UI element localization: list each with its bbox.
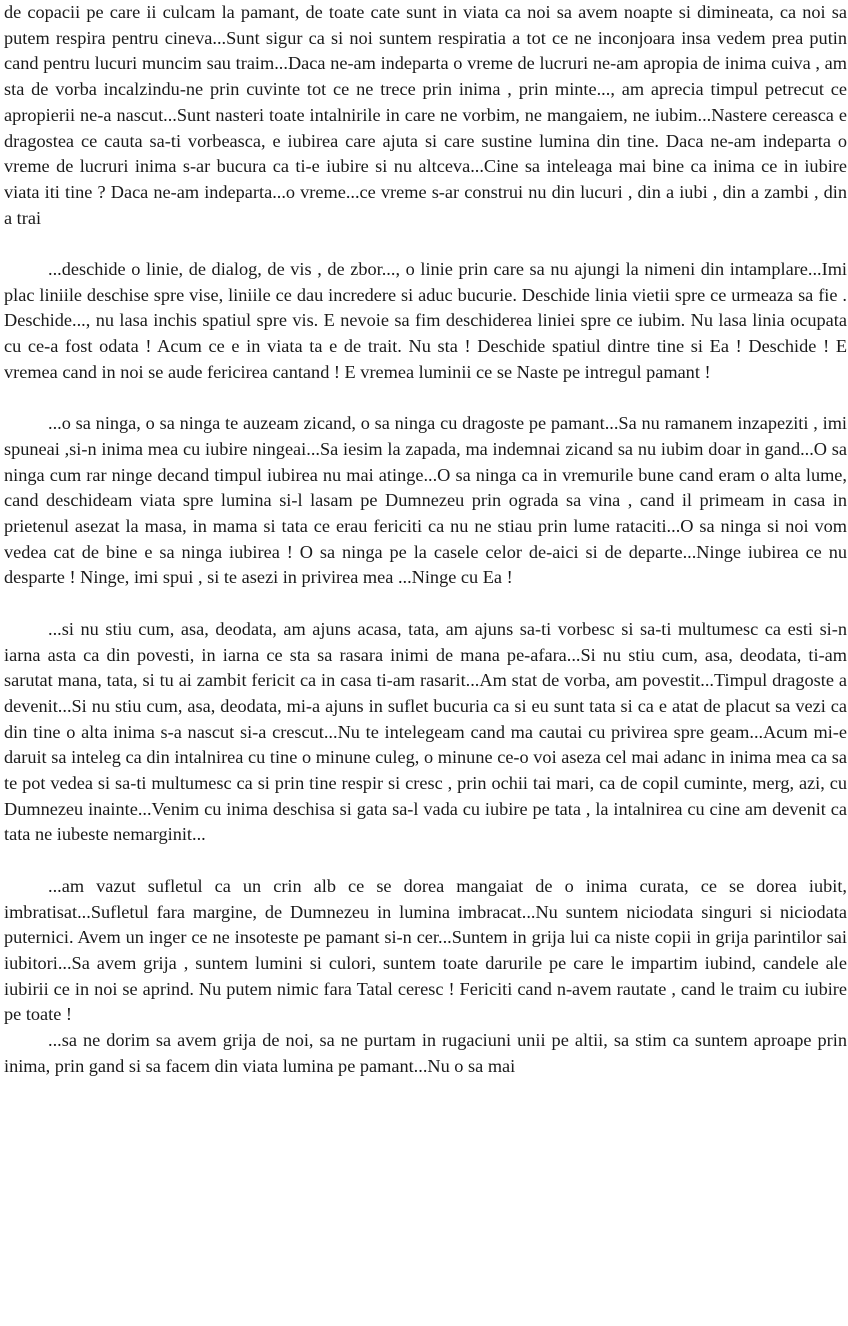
- paragraph-4: ...si nu stiu cum, asa, deodata, am ajuns acasa, tata, am ajuns sa-ti vorbesc si sa-ti multumesc ca esti si-n iarna asta ca din povesti, in iarna ce sta sa rasara inimi de mana pe-afara...Si nu stiu cum, asa, deodata, ti-am sarutat mana, tata, si tu ai zambit fericit ca in casa ti-am rasarit...Am stat de vorba, am povestit...Timpul dragoste a devenit...Si nu stiu cum, asa, deodata, mi-a ajuns in suflet bucuria ca si eu sunt tata si ca e atat de placut sa vezi ca din tine o alta inima s-a nascut si-a crescut...Nu te intelegeam cand ma cautai cu privirea spre geam...Acum mi-e daruit sa inteleg ca din intalnirea cu tine o minune culeg, o minune ce-o voi aseza cel mai adanc in inima mea ca sa te pot vedea si sa-ti multumesc ca si prin tine respir si cresc , prin ochii tai mari, ca de copil cuminte, merg, azi, cu Dumnezeu inainte...Venim cu inima deschisa si gata sa-l vada cu iubire pe tata , la intalnirea cu cine am devenit ca tata ne iubeste nemarginit...: [4, 618, 847, 845]
- paragraph-gap: [4, 591, 847, 617]
- paragraph-gap: [4, 231, 847, 257]
- document-page: [4, 0, 847, 1079]
- paragraph-1: de copacii pe care ii culcam la pamant, de toate cate sunt in viata ca noi sa avem noapte si dimineata, ca noi sa putem respira pentru cineva...Sunt sigur ca si noi suntem respiratia a tot ce ne inconjoara insa vedem prea putin cand pentru lucuri muncim sau traim...Daca ne-am indeparta o vreme de lucruri ne-am apropia de inima cuiva , am sta de vorba incalzindu-ne prin cuvinte tot ce ne trece prin inima , prin minte..., am aprecia timpul petrecut ce apropierii ne-a nascut...Sunt nasteri toate intalnirile in care ne vorbim, ne mangaiem, ne iubim...Nastere cereasca e dragostea ce cauta sa-ti vorbeasca, e iubirea care ajuta si care sustine lumina din tine. Daca ne-am indeparta o vreme de lucruri inima s-ar bucura ca ti-e iubire si nu altceva...Cine sa inteleaga mai bine ca inima ce in iubire viata iti tine ? Daca ne-am indeparta...o vreme...ce vreme s-ar construi nu din lucuri , din a iubi , din a zambi , din a trai: [4, 2, 847, 228]
- paragraph-6: ...sa ne dorim sa avem grija de noi, sa ne purtam in rugaciuni unii pe altii, sa stim ca suntem aproape prin inima, prin gand si sa facem din viata lumina pe pamant...Nu o sa mai: [4, 1030, 847, 1076]
- paragraph-5: ...am vazut sufletul ca un crin alb ce se dorea mangaiat de o inima curata, ce se dorea iubit, imbratisat...Sufletul fara margine, de Dumnezeu in lumina imbracat...Nu suntem niciodata singuri si niciodata puternici. Avem un inger ce ne insoteste pe pamant si-n cer...Suntem in grija lui ca niste copii in grija parintilor sai iubitori...Sa avem grija , suntem lumini si culori, suntem toate darurile pe care le impartim iubind, candele ale iubirii ce in noi se aprind. Nu putem nimic fara Tatal ceresc ! Fericiti cand n-avem rautate , cand le traim cu iubire pe toate !: [4, 875, 847, 1025]
- paragraph-2: ...deschide o linie, de dialog, de vis , de zbor..., o linie prin care sa nu ajungi la nimeni din intamplare...Imi plac liniile deschise spre vise, liniile ce dau incredere si aduc bucurie. Deschide linia vietii spre ce urmeaza sa fie . Deschide..., nu lasa inchis spatiul spre vis. E nevoie sa fim deschiderea liniei spre ce iubim. Nu lasa linia ocupata cu ce-a fost odata ! Acum ce e in viata ta e de trait. Nu sta ! Deschide spatiul dintre tine si Ea ! Deschide ! E vremea cand in noi se aude fericirea cantand ! E vremea luminii ce se Naste pe intregul pamant !: [4, 259, 847, 382]
- paragraph-gap: [4, 848, 847, 874]
- paragraph-3: ...o sa ninga, o sa ninga te auzeam zicand, o sa ninga cu dragoste pe pamant...Sa nu ramanem inzapeziti , imi spuneai ,si-n inima mea cu iubire ningeai...Sa iesim la zapada, ma indemnai zicand sa nu iubim doar in gand...O sa ninga cum rar ninge decand timpul iubirea nu mai atinge...O sa ninga ca in vremurile bune cand eram o alta lume, cand deschideam viata spre lumina si-l lasam pe Dumnezeu prin ograda sa vina , cand il primeam in casa in prietenul asezat la masa, in mama si tata ce erau fericiti ca nu ne stiau prin lume rataciti...O sa ninga si noi vom vedea cat de bine e sa ninga iubirea ! O sa ninga pe la casele celor de-aici si de departe...Ninge iubirea ce nu desparte ! Ninge, imi spui , si te asezi in privirea mea ...Ninge cu Ea !: [4, 413, 847, 588]
- paragraph-gap: [4, 386, 847, 412]
